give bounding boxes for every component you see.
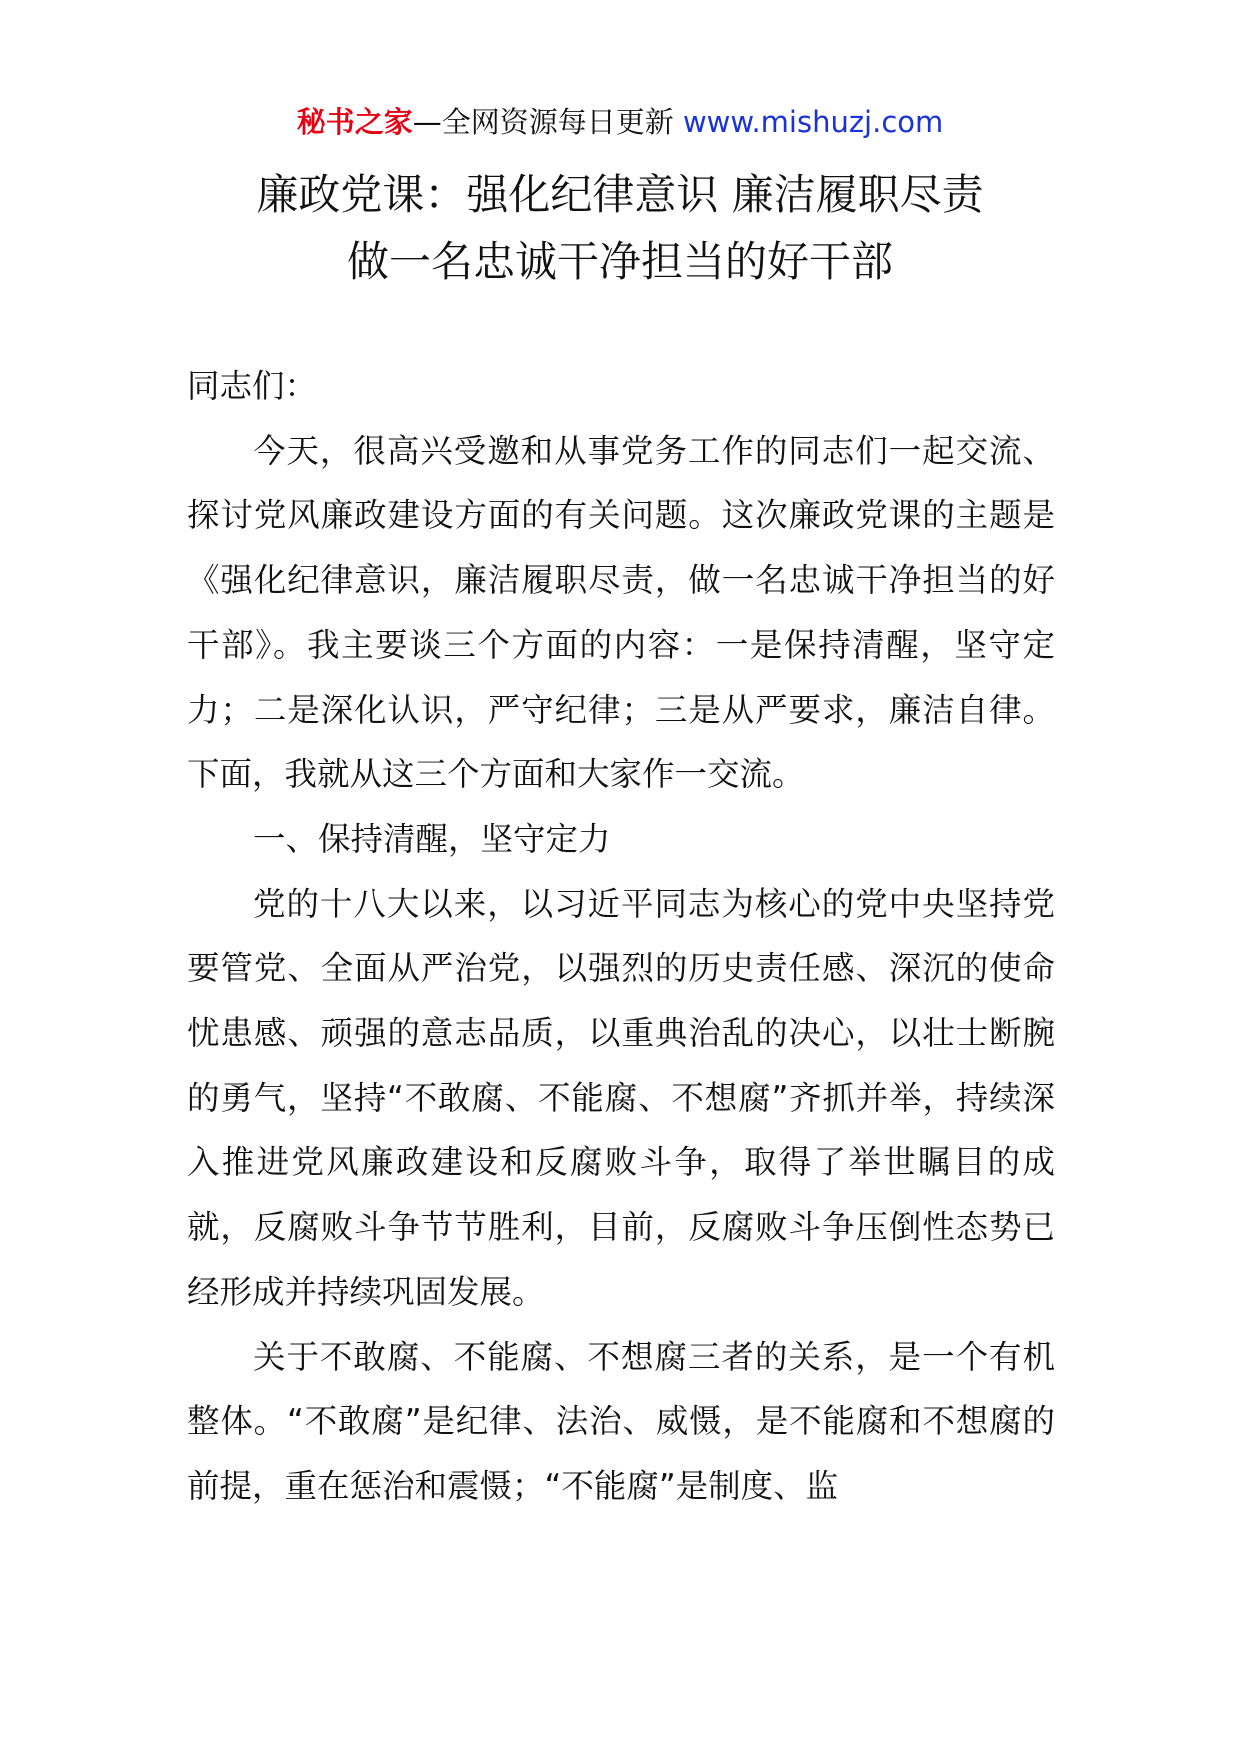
paragraph-section-1: 党的十八大以来，以习近平同志为核心的党中央坚持党要管党、全面从严治党，以强烈的历史责任感、深沉的使命忧患感、顽强的意志品质，以重典治乱的决心，以壮士断腕的勇气，坚持“不敢腐、不能腐、不想腐”齐抓并举，持续深入推进党风廉政建设和反腐败斗争，取得了举世瞩目的成就，反腐败斗争节节胜利，目前，反腐败斗争压倒性态势已经形成并持续巩固发展。: [187, 884, 1055, 1311]
paragraph-intro: 今天，很高兴受邀和从事党务工作的同志们一起交流、探讨党风廉政建设方面的有关问题。这次廉政党课的主题是《强化纪律意识，廉洁履职尽责，做一名忠诚干净担当的好干部》。我主要谈三个方面的内容：一是保持清醒，坚守定力；二是深化认识，严守纪律；三是从严要求，廉洁自律。下面，我就从这三个方面和大家作一交流。: [187, 431, 1055, 794]
header-url[interactable]: www.mishuzj.com: [682, 105, 944, 139]
document-body: [187, 354, 1055, 1519]
header-tagline: —全网资源每日更新: [412, 105, 683, 139]
site-header: [0, 102, 1240, 142]
document-title-line-2: 做一名忠诚干净担当的好干部: [346, 237, 893, 286]
section-heading-1: 一、保持清醒，坚守定力: [253, 819, 611, 858]
salutation: 同志们：: [187, 367, 318, 405]
brand-name: 秘书之家: [296, 105, 413, 139]
paragraph-relationship: 关于不敢腐、不能腐、不想腐三者的关系，是一个有机整体。“不敢腐”是纪律、法治、威慑，是不能腐和不想腐的前提，重在惩治和震慑；“不能腐”是制度、监: [187, 1337, 1055, 1505]
document-title-line-1: 廉政党课：强化纪律意识 廉洁履职尽责: [256, 170, 984, 219]
